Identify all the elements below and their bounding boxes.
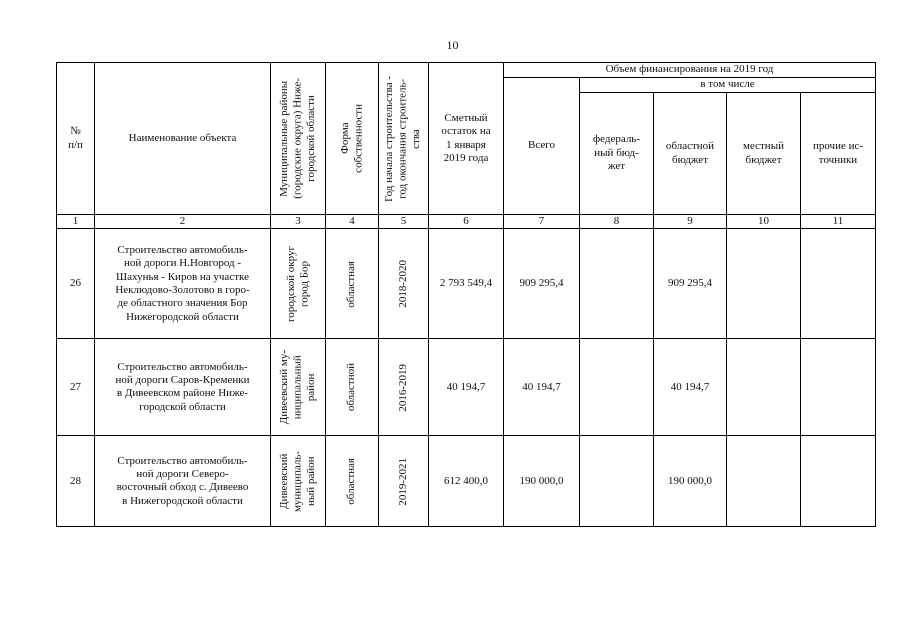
row-num: 27 xyxy=(57,339,95,436)
years-text: 2019-2021 xyxy=(396,457,409,506)
column-number-row xyxy=(57,215,876,229)
district-cell xyxy=(271,436,326,527)
estimate-value: 2 793 549,4 xyxy=(429,229,504,339)
district-text: городской округ город Бор xyxy=(284,245,310,322)
header-num: № п/п xyxy=(57,63,95,215)
local-value xyxy=(727,229,801,339)
ownership-cell xyxy=(326,339,379,436)
header-years xyxy=(379,63,429,215)
header-district xyxy=(271,63,326,215)
header-total: Всего xyxy=(504,78,580,215)
estimate-value: 612 400,0 xyxy=(429,436,504,527)
object-name: Строительство автомобиль- ной дороги Саров-Кременки в Дивеевском районе Ниже- городской области xyxy=(95,339,271,436)
object-name: Строительство автомобиль- ной дороги Н.Новгород - Шахунья - Киров на участке Неклюдово-Золотово в горо- де областного значения Бор Нижегородской области xyxy=(95,229,271,339)
other-value xyxy=(801,436,876,527)
total-value: 909 295,4 xyxy=(504,229,580,339)
column-number: 10 xyxy=(727,215,801,229)
district-text: Дивеевский му- ниципальный район xyxy=(277,350,317,425)
local-value xyxy=(727,436,801,527)
header-other: прочие ис- точники xyxy=(801,93,876,215)
object-name: Строительство автомобиль- ной дороги Северо- восточный обход с. Дивеево в Нижегородской области xyxy=(95,436,271,527)
years-cell xyxy=(379,339,429,436)
table-row xyxy=(57,339,876,436)
table-row xyxy=(57,229,876,339)
federal-value xyxy=(580,339,654,436)
years-text: 2016-2019 xyxy=(396,363,409,412)
district-cell xyxy=(271,229,326,339)
header-ownership-text: Форма собственности xyxy=(338,104,364,173)
column-number: 8 xyxy=(580,215,654,229)
header-federal: федераль- ный бюд- жет xyxy=(580,93,654,215)
ownership-cell xyxy=(326,436,379,527)
years-cell xyxy=(379,436,429,527)
header-district-text: Муниципальные районы (городские округа) Ниже- городской области xyxy=(277,78,317,199)
header-including: в том числе xyxy=(580,78,876,93)
header-name: Наименование объекта xyxy=(95,63,271,215)
column-number: 5 xyxy=(379,215,429,229)
years-text: 2018-2020 xyxy=(396,260,409,308)
table-row xyxy=(57,436,876,527)
local-value xyxy=(727,339,801,436)
ownership-text: областная xyxy=(345,458,358,505)
federal-value xyxy=(580,436,654,527)
regional-value: 909 295,4 xyxy=(654,229,727,339)
column-number: 9 xyxy=(654,215,727,229)
column-number: 3 xyxy=(271,215,326,229)
ownership-cell xyxy=(326,229,379,339)
federal-value xyxy=(580,229,654,339)
column-number: 11 xyxy=(801,215,876,229)
header-funding-group: Объем финансирования на 2019 год xyxy=(504,63,876,78)
column-number: 4 xyxy=(326,215,379,229)
header-estimate: Сметный остаток на 1 января 2019 года xyxy=(429,63,504,215)
row-num: 28 xyxy=(57,436,95,527)
column-number: 7 xyxy=(504,215,580,229)
regional-value: 190 000,0 xyxy=(654,436,727,527)
column-number: 6 xyxy=(429,215,504,229)
district-text: Дивеевский муниципаль- ный район xyxy=(277,450,317,512)
ownership-text: областная xyxy=(345,260,358,308)
row-num: 26 xyxy=(57,229,95,339)
other-value xyxy=(801,339,876,436)
years-cell xyxy=(379,229,429,339)
total-value: 190 000,0 xyxy=(504,436,580,527)
district-cell xyxy=(271,339,326,436)
column-number: 1 xyxy=(57,215,95,229)
total-value: 40 194,7 xyxy=(504,339,580,436)
column-number: 2 xyxy=(95,215,271,229)
page-number: 10 xyxy=(446,38,459,52)
other-value xyxy=(801,229,876,339)
header-ownership xyxy=(326,63,379,215)
header-years-text: Год начала строительства - год окончания строитель- ства xyxy=(383,75,423,202)
header-local: местный бюджет xyxy=(727,93,801,215)
ownership-text: областной xyxy=(345,363,358,412)
funding-table xyxy=(56,62,876,527)
estimate-value: 40 194,7 xyxy=(429,339,504,436)
header-regional: областной бюджет xyxy=(654,93,727,215)
regional-value: 40 194,7 xyxy=(654,339,727,436)
